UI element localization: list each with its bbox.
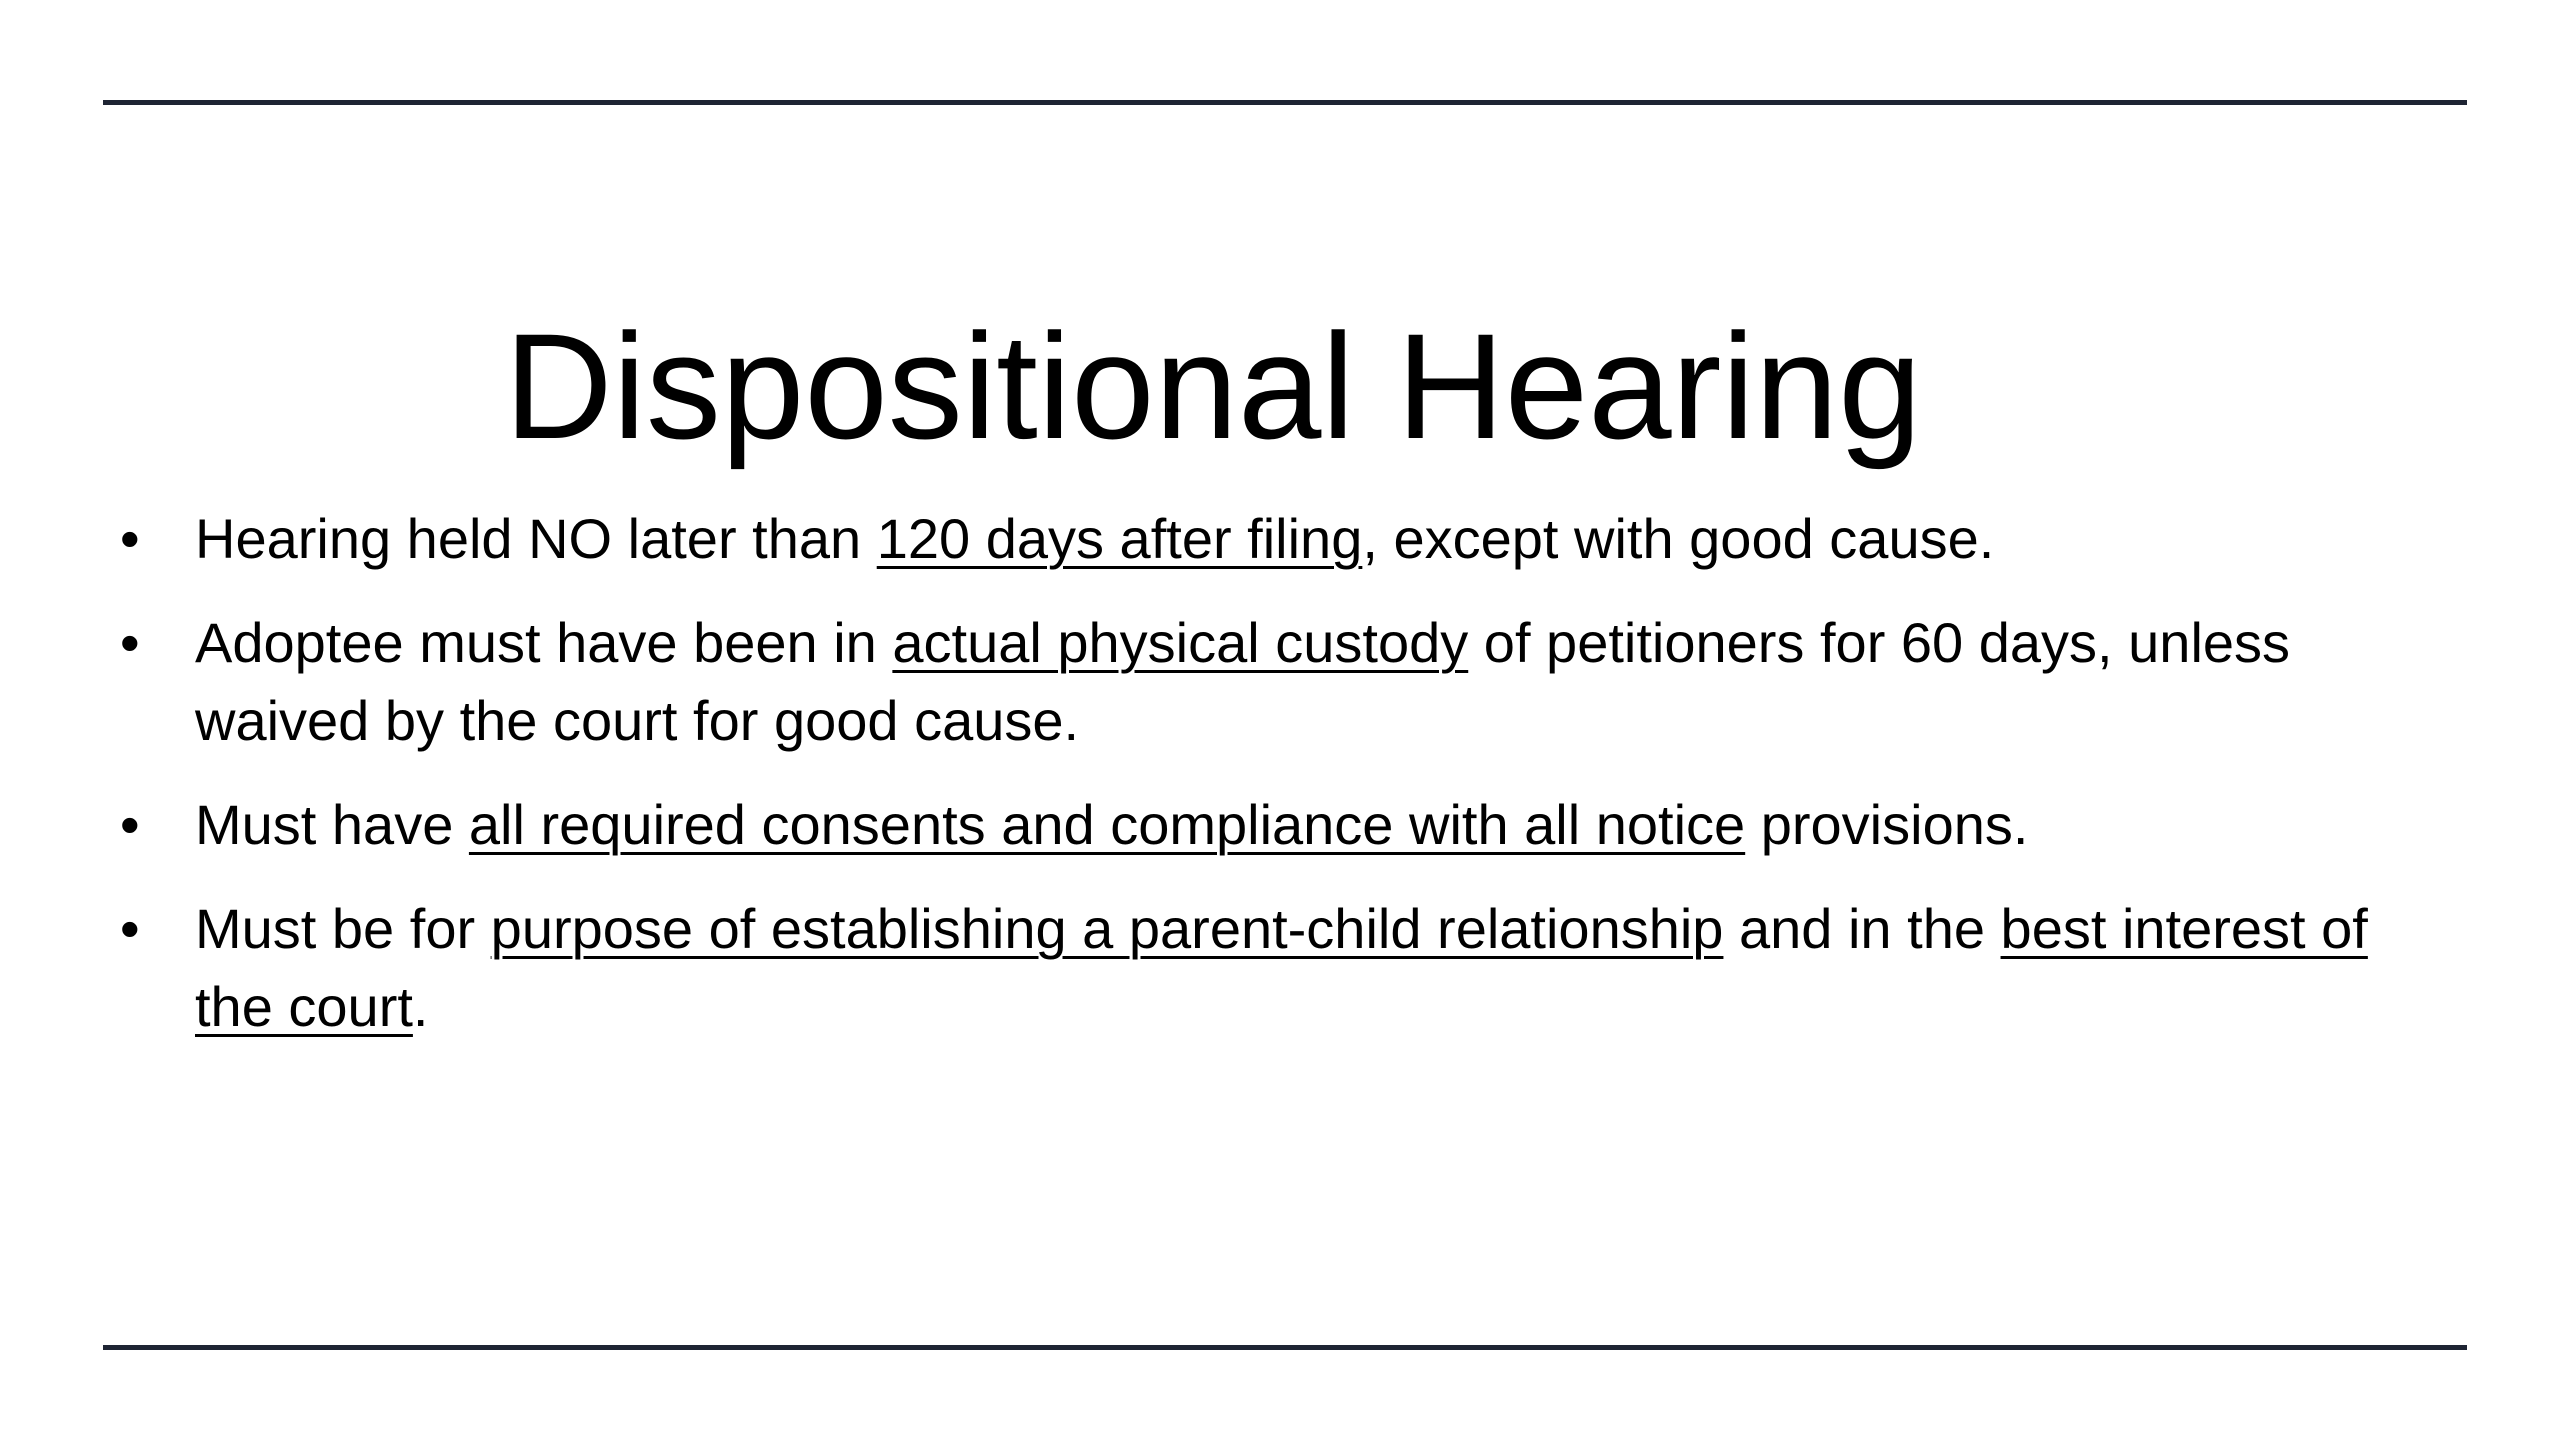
bullet-text bbox=[195, 507, 1994, 570]
bullet-text bbox=[195, 793, 2028, 856]
bullet-icon: • bbox=[120, 897, 140, 960]
underlined-phrase: all required consents and compliance with all notice bbox=[468, 793, 1746, 856]
bullet-icon: • bbox=[120, 507, 140, 570]
top-divider bbox=[103, 100, 2467, 105]
bullet-segment: , except with good cause. bbox=[1362, 507, 1995, 570]
bullet-list bbox=[120, 500, 2420, 1072]
bullet-segment: and in the bbox=[1723, 897, 2001, 960]
bullet-item bbox=[120, 786, 2420, 864]
underlined-phrase: 120 days after filing bbox=[876, 507, 1363, 570]
bullet-segment: Must be for bbox=[195, 897, 491, 960]
bullet-segment: of petitioners for 60 days, unless waived by the court for good cause. bbox=[195, 611, 2291, 752]
bullet-item bbox=[120, 604, 2420, 760]
bullet-item bbox=[120, 500, 2420, 578]
underlined-phrase: best interest of the court bbox=[195, 897, 2368, 1038]
underlined-phrase: purpose of establishing a parent-child relationship bbox=[490, 897, 1724, 960]
bullet-icon: • bbox=[120, 611, 140, 674]
bullet-segment: Adoptee must have been in bbox=[195, 611, 893, 674]
bullet-segment: provisions. bbox=[1745, 793, 2029, 856]
bullet-segment: Hearing held NO later than bbox=[195, 507, 877, 570]
bottom-divider bbox=[103, 1345, 2467, 1350]
bullet-segment: Must have bbox=[195, 793, 469, 856]
bullet-item bbox=[120, 890, 2420, 1046]
bullet-text bbox=[195, 897, 2368, 1038]
slide-title: Dispositional Hearing bbox=[504, 301, 1922, 470]
bullet-text bbox=[195, 611, 2290, 752]
bullet-segment: . bbox=[412, 975, 429, 1038]
underlined-phrase: actual physical custody bbox=[892, 611, 1469, 674]
bullet-icon: • bbox=[120, 793, 140, 856]
